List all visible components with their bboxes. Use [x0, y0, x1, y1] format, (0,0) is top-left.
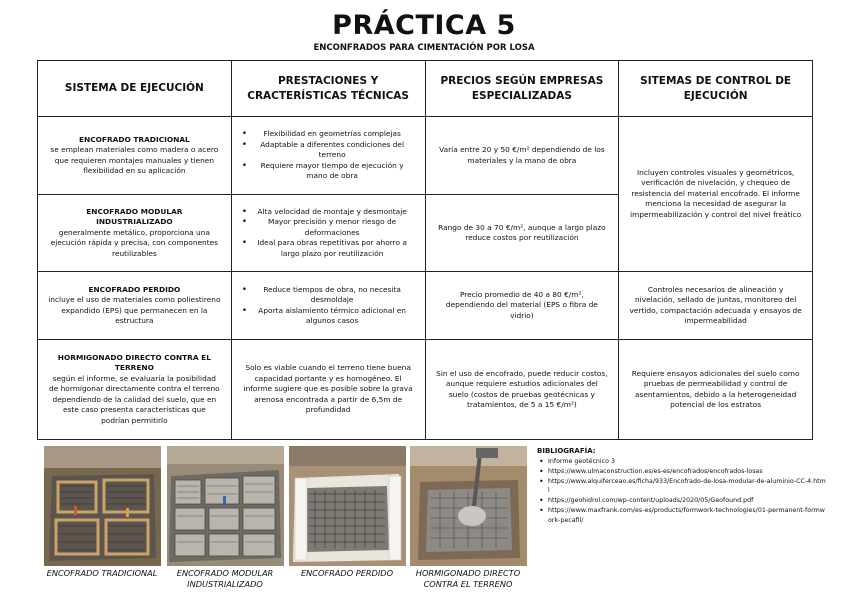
- system-title: ENCOFRADO MODULAR INDUSTRIALIZADO: [86, 206, 183, 227]
- features-cell: [231, 272, 425, 340]
- system-cell: [38, 195, 232, 272]
- feature-item: • Alta velocidad de montaje y desmontaje: [242, 207, 415, 217]
- system-title: HORMIGONADO DIRECTO CONTRA EL TERRENO: [57, 353, 211, 373]
- system-title: ENCOFRADO PERDIDO: [88, 284, 181, 294]
- features-cell: Solo es viable cuando el terreno tiene buena capacidad portante y es homogéneo. El informe sugiere que es posible sobre la grava arenosa encontrada a partir de 6,5m de profundidad: [231, 340, 425, 440]
- header-precios: PRECIOS SEGÚN EMPRESAS ESPECIALIZADAS: [425, 61, 619, 117]
- system-title: ENCOFRADO TRADICIONAL: [78, 134, 190, 144]
- feature-item: • Ideal para obras repetitivas por ahorro a largo plazo por reutilización: [242, 238, 415, 259]
- price-cell: Varía entre 20 y 50 €/m² dependiendo de los materiales y la mano de obra: [425, 117, 619, 195]
- bibliography-link[interactable]: • https://www.alquiferceao.es/ficha/933/Encofrado-de-losa-modular-de-aluminio-CC-4.html: [537, 477, 827, 497]
- features-list: [242, 129, 415, 181]
- traditional-formwork-photo: [44, 446, 161, 566]
- table-row: [38, 117, 813, 195]
- price-cell: Sin el uso de encofrado, puede reducir costos, aunque requiere estudios adicionales del suelo (costos de pruebas geotécnicas y tratamientos, de 5 a 15 €/m²): [425, 340, 619, 440]
- feature-item: • Requiere mayor tiempo de ejecución y mano de obra: [242, 161, 415, 182]
- feature-item: • Mayor precisión y menor riesgo de deformaciones: [242, 217, 415, 238]
- feature-item: • Adaptable a diferentes condiciones del terreno: [242, 140, 415, 161]
- direct-pour-photo: [410, 446, 527, 566]
- bibliography-link[interactable]: • https://www.maxfrank.com/es-es/products/formwork-technologies/01-permanent-formwork-pecafil/: [537, 506, 827, 526]
- header-sistema: SISTEMA DE EJECUCIÓN: [38, 61, 232, 117]
- table-row: [38, 272, 813, 340]
- system-cell: [38, 272, 232, 340]
- bibliography-list: [537, 457, 827, 526]
- page-subtitle: ENCONFRADOS PARA CIMENTACIÓN POR LOSA: [313, 43, 535, 53]
- page-title: PRÁCTICA 5: [332, 10, 516, 41]
- system-cell: [38, 340, 232, 440]
- comparison-table: [37, 60, 813, 440]
- photo-strip: [44, 446, 532, 596]
- bibliography: [537, 447, 827, 526]
- bibliography-link[interactable]: • https://www.ulmaconstruction.es/es-es/encofrados/encofrados-losas: [537, 467, 827, 477]
- table-header-row: [38, 61, 813, 117]
- features-list: [242, 207, 415, 259]
- features-cell: [231, 117, 425, 195]
- feature-item: • Flexibilidad en geometrías complejas: [242, 129, 415, 139]
- photo-caption: HORMIGONADO DIRECTO CONTRA EL TERRENO: [415, 568, 521, 589]
- price-cell: Precio promedio de 40 a 80 €/m², dependiendo del material (EPS o fibra de vidrio): [425, 272, 619, 340]
- photo-caption: ENCOFRADO MODULAR INDUSTRIALIZADO: [176, 568, 274, 589]
- control-cell-merged: Incluyen controles visuales y geométricos, verificación de nivelación, y chequeo de resistencia del material encofrado. El informe menciona la necesidad de asegurar la impermeabilización y control del nivel freático: [619, 117, 813, 272]
- system-text: incluye el uso de materiales como poliestireno expandido (EPS) que permanecen en la estructura: [48, 295, 221, 325]
- lost-formwork-photo: [289, 446, 406, 566]
- photo-caption: ENCOFRADO TRADICIONAL: [46, 568, 158, 578]
- bibliography-title: BIBLIOGRAFÍA:: [537, 447, 596, 455]
- control-cell: Requiere ensayos adicionales del suelo como pruebas de permeabilidad y control de asentamientos, debido a la heterogeneidad potencial de los estratos: [619, 340, 813, 440]
- price-cell: Rango de 30 a 70 €/m², aunque a largo plazo reduce costos por reutilización: [425, 195, 619, 272]
- header-prestaciones: PRESTACIONES Y CRACTERÍSTICAS TÉCNICAS: [231, 61, 425, 117]
- system-text: se emplean materiales como madera o acero que requieren montajes manuales y tienen flexibilidad en su aplicación: [50, 145, 219, 175]
- system-cell: [38, 117, 232, 195]
- system-text: según el informe, se evaluaría la posibilidad de hormigonar directamente contra el terreno dependiendo de la calidad del suelo, que en este caso presenta características que podrían permitirlo: [49, 373, 220, 425]
- table-row: [38, 340, 813, 440]
- photo-caption: ENCOFRADO PERDIDO: [300, 568, 394, 578]
- bibliography-link[interactable]: • https://geohidrol.com/wp-content/uploads/2020/05/Geofound.pdf: [537, 496, 827, 506]
- features-list: [242, 285, 415, 327]
- bibliography-item: • Informe geotécnico 3: [537, 457, 827, 467]
- control-cell: Controles necesarios de alineación y nivelación, sellado de juntas, monitoreo del vertido, compactación adecuada y ensayos de impermeabilidad: [619, 272, 813, 340]
- feature-item: • Reduce tiempos de obra, no necesita desmoldaje: [242, 285, 415, 306]
- features-cell: [231, 195, 425, 272]
- system-text: generalmente metálico, proporciona una ejecución rápida y precisa, con componentes reutilizables: [50, 227, 219, 258]
- modular-formwork-photo: [167, 446, 284, 566]
- feature-item: • Aporta aislamiento térmico adicional en algunos casos: [242, 306, 415, 327]
- header-control: SITEMAS DE CONTROL DE EJECUCIÓN: [619, 61, 813, 117]
